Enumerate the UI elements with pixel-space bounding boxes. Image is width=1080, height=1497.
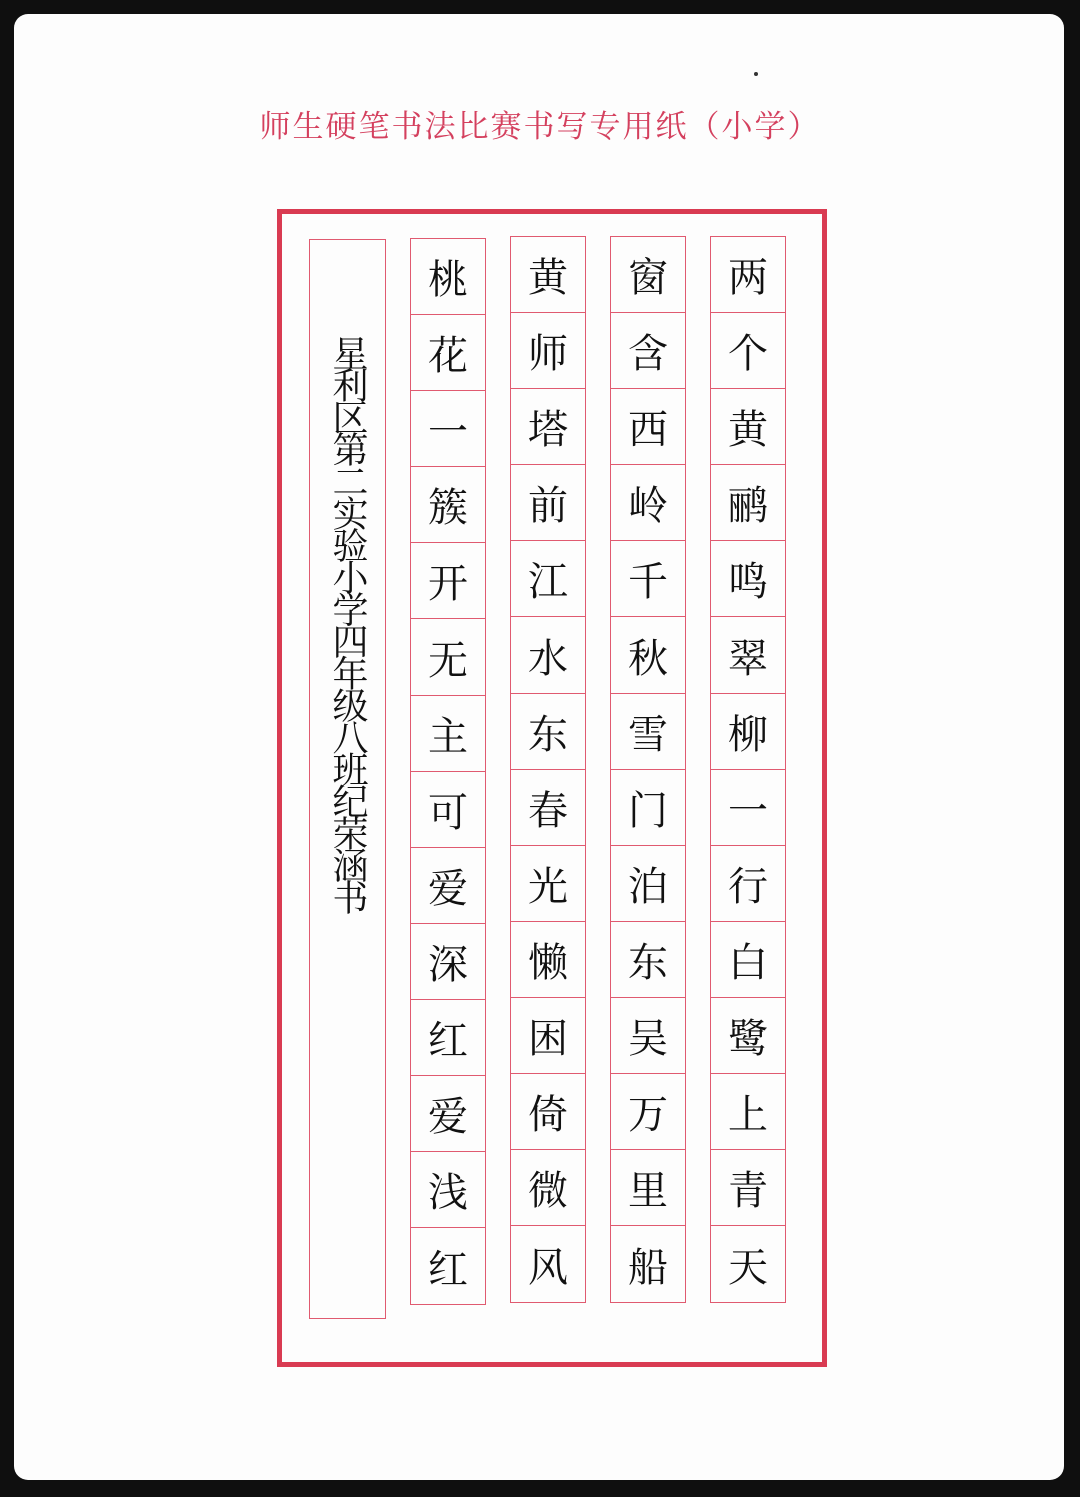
grid-cell: 春 [511, 770, 585, 846]
grid-cell: 里 [611, 1150, 685, 1226]
grid-cell: 个 [711, 313, 785, 389]
grid-cell: 水 [511, 617, 585, 693]
grid-cell: 船 [628, 1244, 668, 1291]
grid-cell: 千 [611, 541, 685, 617]
grid-cell: 风 [528, 1244, 568, 1291]
grid-cell: 翠 [711, 617, 785, 693]
grid-cell: 鹭 [711, 998, 785, 1074]
signature-text: 星利区第二实验小学四年级八班纪荣涵书 [327, 335, 368, 911]
grid-cell: 鸣 [711, 541, 785, 617]
grid-cell: 西 [611, 389, 685, 465]
grid-cell: 开 [411, 543, 485, 619]
grid-cell: 岭 [611, 465, 685, 541]
grid-cell: 门 [611, 770, 685, 846]
grid-cell: 倚 [511, 1074, 585, 1150]
grid-cell: 花 [411, 315, 485, 391]
grid-cell: 鹂 [711, 465, 785, 541]
grid-cell: 东 [511, 694, 585, 770]
grid-cell: 窗 [611, 237, 685, 313]
grid-cell: 江 [511, 541, 585, 617]
grid-cell: 含 [611, 313, 685, 389]
signature-column [309, 239, 386, 1319]
grid-cell: 青 [711, 1150, 785, 1226]
grid-cell: 懒 [511, 922, 585, 998]
grid-cell: 红 [411, 1000, 485, 1076]
grid-cell: 两 [711, 237, 785, 313]
grid-cell: 白 [711, 922, 785, 998]
grid-cell: 天 [728, 1244, 768, 1291]
grid-cell: 主 [411, 696, 485, 772]
grid-cell: 上 [711, 1074, 785, 1150]
poem-column-2 [610, 236, 686, 1303]
grid-cell: 黄 [711, 389, 785, 465]
poem-column-1 [710, 236, 786, 1303]
grid-cell: 一 [411, 391, 485, 467]
grid-cell: 雪 [611, 694, 685, 770]
grid-cell: 困 [511, 998, 585, 1074]
grid-cell: 簇 [411, 467, 485, 543]
ink-speck [754, 72, 758, 76]
grid-cell: 师 [511, 313, 585, 389]
grid-cell: 红 [428, 1246, 468, 1293]
grid-cell: 微 [511, 1150, 585, 1226]
poem-column-4 [410, 238, 486, 1305]
grid-cell: 行 [711, 846, 785, 922]
grid-cell: 桃 [411, 239, 485, 315]
grid-cell: 爱 [411, 848, 485, 924]
grid-cell: 万 [611, 1074, 685, 1150]
grid-cell: 浅 [411, 1152, 485, 1228]
grid-cell: 一 [711, 770, 785, 846]
grid-cell: 深 [411, 924, 485, 1000]
grid-cell: 塔 [511, 389, 585, 465]
grid-cell: 秋 [611, 617, 685, 693]
grid-cell: 柳 [711, 694, 785, 770]
poem-column-3 [510, 236, 586, 1303]
grid-cell: 吴 [611, 998, 685, 1074]
grid-cell: 黄 [511, 237, 585, 313]
grid-cell: 前 [511, 465, 585, 541]
grid-cell: 可 [411, 772, 485, 848]
grid-cell: 光 [511, 846, 585, 922]
grid-cell: 无 [411, 619, 485, 695]
grid-cell: 东 [611, 922, 685, 998]
grid-cell: 爱 [411, 1076, 485, 1152]
page-title: 师生硬笔书法比赛书写专用纸（小学） [259, 109, 821, 145]
grid-cell: 泊 [611, 846, 685, 922]
